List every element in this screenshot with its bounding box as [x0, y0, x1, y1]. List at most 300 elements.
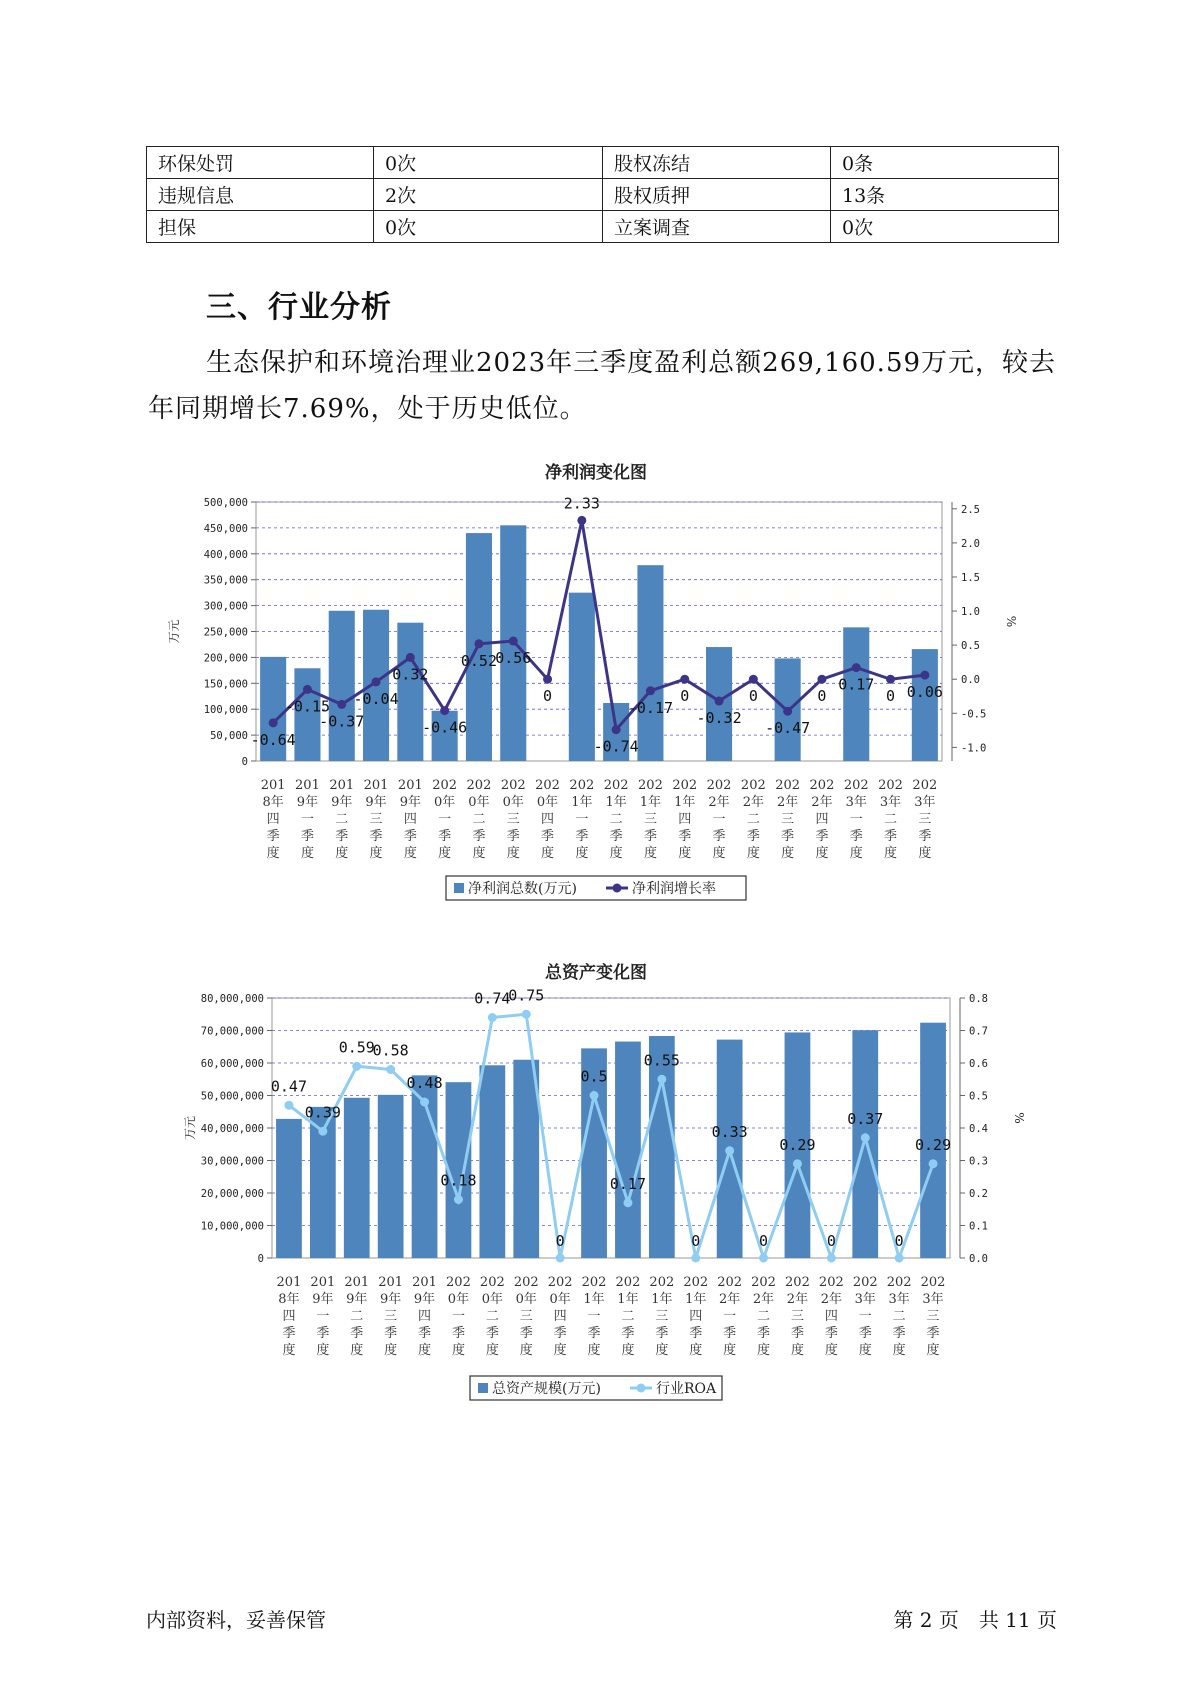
- risk-item-value: 13条: [831, 179, 1059, 211]
- line-point: [577, 516, 586, 525]
- category-label-line: 度: [485, 1343, 499, 1358]
- risk-item-label: 股权质押: [603, 179, 831, 211]
- left-tick-label: 500,000: [203, 497, 248, 509]
- category-label-line: 202: [672, 778, 698, 793]
- left-tick-label: 150,000: [203, 678, 248, 691]
- category-label-line: 202: [751, 1275, 776, 1290]
- category-label-line: 度: [781, 846, 795, 861]
- category-label-line: 0年: [502, 795, 524, 810]
- right-tick-label: 0.0: [961, 674, 980, 687]
- category-label-line: 度: [757, 1343, 771, 1358]
- bar: [329, 611, 355, 761]
- data-label: 2.33: [563, 494, 600, 513]
- data-label: 0.56: [495, 649, 532, 668]
- left-tick-label: 50,000: [210, 730, 248, 743]
- category-label-line: 202: [649, 1275, 675, 1290]
- category-label-line: 四: [418, 1309, 432, 1324]
- legend-swatch-point: [613, 884, 622, 893]
- category-label-line: 9年: [399, 795, 421, 810]
- category-label-line: 季: [884, 829, 898, 844]
- legend-swatch-bar: [454, 883, 464, 893]
- category-label-line: 季: [781, 829, 795, 844]
- data-label: 0.33: [711, 1122, 748, 1141]
- bar: [397, 623, 423, 761]
- line-point: [725, 1146, 734, 1155]
- data-label: 0.47: [270, 1077, 308, 1096]
- category-label: [467, 778, 492, 861]
- data-label: 0.29: [914, 1135, 952, 1154]
- legend-swatch-point: [637, 1384, 646, 1393]
- category-label-line: 季: [335, 829, 349, 844]
- category-label-line: 202: [683, 1275, 709, 1290]
- category-label-line: 季: [892, 1326, 906, 1341]
- data-label: 0.5: [580, 1067, 608, 1086]
- risk-item-value: 0次: [374, 211, 603, 243]
- right-tick-label: 0.5: [969, 1090, 988, 1103]
- category-label-line: 202: [818, 1275, 844, 1290]
- data-label: 0.32: [392, 665, 429, 684]
- data-label: -0.64: [250, 730, 296, 749]
- line-point: [386, 1065, 395, 1074]
- category-label-line: 度: [621, 1343, 635, 1358]
- line-point: [886, 675, 895, 684]
- category-label-line: 度: [541, 846, 555, 861]
- section-paragraph: 生态保护和环境治理业2023年三季度盈利总额269,160.59万元，较去年同期增长7.69%，处于历史低位。: [148, 348, 1057, 424]
- category-label-line: 季: [849, 829, 863, 844]
- category-label-line: 0年: [515, 1292, 537, 1307]
- category-label-line: 二: [621, 1309, 635, 1324]
- category-label-line: 度: [350, 1343, 364, 1358]
- category-label-line: 一: [451, 1309, 465, 1324]
- category-label: [683, 1275, 708, 1358]
- category-label-line: 9年: [380, 1292, 402, 1307]
- category-label-line: 201: [260, 778, 286, 793]
- line-point: [556, 1254, 565, 1263]
- category-label-line: 201: [310, 1275, 336, 1290]
- line-point: [269, 718, 278, 727]
- category-label-line: 季: [790, 1326, 804, 1341]
- category-label: [446, 1275, 471, 1358]
- line-point: [303, 685, 312, 694]
- data-label: 0.29: [779, 1135, 816, 1154]
- category-label: [853, 1275, 878, 1358]
- left-tick-label: 200,000: [203, 652, 248, 665]
- category-label-line: 季: [300, 829, 314, 844]
- category-label: [514, 1275, 539, 1358]
- category-label-line: 0年: [549, 1292, 571, 1307]
- category-label-line: 季: [926, 1326, 940, 1341]
- category-label-line: 201: [276, 1275, 302, 1290]
- data-label: -0.47: [765, 719, 811, 738]
- category-label-line: 度: [472, 846, 486, 861]
- category-label-line: 度: [403, 846, 417, 861]
- category-label-line: 度: [369, 846, 383, 861]
- data-label: -0.17: [627, 698, 674, 717]
- category-label: [921, 1275, 946, 1358]
- category-label-line: 一: [316, 1309, 330, 1324]
- category-label: [432, 778, 457, 861]
- line-point: [657, 1075, 666, 1084]
- category-label-line: 度: [884, 846, 898, 861]
- category-label: [649, 1275, 674, 1358]
- category-label: [912, 778, 937, 861]
- category-label-line: 季: [757, 1326, 771, 1341]
- bar: [479, 1065, 505, 1258]
- category-label-line: 3年: [914, 795, 936, 810]
- line-point: [680, 675, 689, 684]
- category-label-line: 3年: [879, 795, 902, 810]
- line-point: [543, 675, 552, 684]
- category-label-line: 季: [438, 829, 452, 844]
- category-label-line: 202: [706, 778, 732, 793]
- category-label: [672, 778, 697, 861]
- category-label-line: 2年: [752, 1292, 775, 1307]
- category-label: [878, 778, 903, 861]
- line-point: [318, 1127, 327, 1136]
- footer-confidential: 内部资料，妥善保管: [146, 1608, 326, 1632]
- category-label-line: 3年: [845, 795, 867, 810]
- category-label-line: 9年: [331, 795, 353, 810]
- line-point: [852, 663, 861, 672]
- line-point: [895, 1254, 904, 1263]
- category-label-line: 二: [609, 812, 623, 827]
- category-label-line: 四: [553, 1309, 567, 1324]
- category-label-line: 0年: [481, 1292, 503, 1307]
- line-point: [522, 1010, 531, 1019]
- line-point: [759, 1254, 768, 1263]
- category-label: [548, 1275, 573, 1358]
- category-label-line: 202: [432, 778, 458, 793]
- data-label: 0.37: [847, 1109, 884, 1128]
- risk-table-row: [147, 147, 1059, 179]
- category-label-line: 9年: [312, 1292, 334, 1307]
- left-tick-label: 450,000: [203, 522, 248, 535]
- category-label-line: 2年: [777, 795, 799, 810]
- category-label: [616, 1275, 641, 1358]
- category-label-line: 1年: [651, 1292, 673, 1307]
- category-label-line: 一: [849, 812, 863, 827]
- category-label-line: 202: [785, 1275, 810, 1290]
- line-point: [454, 1195, 463, 1204]
- category-label-line: 度: [438, 846, 452, 861]
- line-point: [646, 686, 655, 695]
- legend-swatch-bar: [478, 1383, 488, 1393]
- line-point: [590, 1091, 599, 1100]
- category-label-line: 度: [451, 1343, 465, 1358]
- chart-title: 总资产变化图: [545, 963, 647, 983]
- category-label-line: 季: [519, 1326, 533, 1341]
- category-label-line: 度: [689, 1343, 703, 1358]
- category-label-line: 三: [655, 1309, 669, 1324]
- risk-item-label: 担保: [147, 211, 374, 243]
- line-point: [827, 1254, 836, 1263]
- category-label: [344, 1275, 369, 1358]
- category-label-line: 一: [712, 812, 726, 827]
- category-label-line: 季: [316, 1326, 330, 1341]
- category-label: [535, 778, 560, 861]
- category-label-line: 一: [858, 1309, 872, 1324]
- risk-item-label: 违规信息: [147, 179, 374, 211]
- line-point: [793, 1159, 802, 1168]
- bar: [615, 1042, 641, 1258]
- line-point: [352, 1062, 361, 1071]
- category-label-line: 三: [643, 812, 657, 827]
- category-label-line: 1年: [571, 795, 593, 810]
- category-label-line: 二: [892, 1309, 906, 1324]
- right-tick-label: -0.5: [961, 708, 987, 721]
- category-label: [775, 778, 800, 861]
- line-point: [817, 675, 826, 684]
- data-label: 0: [826, 1232, 836, 1250]
- left-tick-label: 250,000: [203, 626, 248, 639]
- category-label-line: 季: [418, 1326, 432, 1341]
- right-tick-label: 0.8: [969, 993, 988, 1005]
- risk-table-row: [147, 211, 1059, 243]
- data-label: 0.55: [643, 1051, 680, 1070]
- category-label: [480, 1275, 505, 1358]
- risk-item-label: 立案调查: [603, 211, 831, 243]
- category-label-line: 四: [282, 1309, 296, 1324]
- line-point: [612, 725, 621, 734]
- category-label-line: 202: [740, 778, 766, 793]
- category-label-line: 度: [858, 1343, 872, 1358]
- category-label-line: 202: [886, 1275, 912, 1290]
- bar: [637, 565, 663, 761]
- category-label: [717, 1275, 742, 1358]
- category-label-line: 202: [446, 1275, 471, 1290]
- bar: [843, 627, 869, 761]
- category-label-line: 二: [884, 812, 898, 827]
- category-label-line: 202: [809, 778, 835, 793]
- category-label-line: 202: [912, 778, 938, 793]
- category-label-line: 度: [519, 1343, 533, 1358]
- line-point: [372, 677, 381, 686]
- category-label-line: 度: [266, 846, 280, 861]
- category-label-line: 季: [689, 1326, 703, 1341]
- category-label-line: 二: [472, 812, 486, 827]
- data-label: 0.18: [440, 1171, 477, 1190]
- category-label-line: 四: [815, 812, 829, 827]
- category-label: [887, 1275, 912, 1358]
- category-label-line: 季: [553, 1326, 567, 1341]
- category-label-line: 202: [852, 1275, 878, 1290]
- data-label: 0: [691, 1232, 701, 1250]
- category-label-line: 度: [575, 846, 589, 861]
- category-label-line: 3年: [888, 1292, 910, 1307]
- data-label: 0: [680, 687, 690, 706]
- category-label-line: 201: [397, 778, 423, 793]
- category-label-line: 2年: [742, 795, 764, 810]
- category-label-line: 度: [849, 846, 863, 861]
- category-label-line: 2年: [820, 1292, 842, 1307]
- category-label-line: 202: [513, 1275, 539, 1290]
- category-label-line: 202: [479, 1275, 505, 1290]
- category-label-line: 8年: [278, 1292, 300, 1307]
- category-label-line: 度: [609, 846, 623, 861]
- category-label-line: 度: [655, 1343, 669, 1358]
- category-label-line: 度: [712, 846, 726, 861]
- footer-page-number: 第 2 页 共 11 页: [893, 1608, 1057, 1632]
- left-tick-label: 10,000,000: [200, 1220, 264, 1233]
- category-label-line: 三: [369, 812, 383, 827]
- data-label: 0: [886, 687, 896, 706]
- right-tick-label: 0.4: [969, 1123, 988, 1135]
- category-label-line: 度: [553, 1343, 567, 1358]
- data-label: 0: [894, 1232, 904, 1250]
- category-label-line: 季: [485, 1326, 499, 1341]
- category-label-line: 季: [506, 829, 520, 844]
- line-point: [284, 1101, 293, 1110]
- risk-table-row: [147, 179, 1059, 211]
- left-tick-label: 40,000,000: [200, 1123, 264, 1135]
- risk-item-value: 0次: [374, 147, 603, 179]
- risk-item-label: 股权冻结: [603, 147, 831, 179]
- category-label: [412, 1275, 437, 1358]
- category-label-line: 度: [316, 1343, 330, 1358]
- category-label-line: 季: [858, 1326, 872, 1341]
- category-label-line: 度: [282, 1343, 296, 1358]
- risk-item-value: 0条: [831, 147, 1059, 179]
- category-label-line: 202: [843, 778, 869, 793]
- category-label-line: 3年: [854, 1292, 876, 1307]
- line-point: [440, 706, 449, 715]
- right-tick-label: 1.5: [961, 571, 980, 584]
- category-label-line: 季: [609, 829, 623, 844]
- right-tick-label: 0.0: [969, 1253, 988, 1265]
- category-label-line: 9年: [365, 795, 387, 810]
- category-label-line: 201: [363, 778, 389, 793]
- category-label-line: 四: [689, 1309, 703, 1324]
- category-label-line: 度: [643, 846, 657, 861]
- category-label-line: 201: [329, 778, 355, 793]
- category-label-line: 2年: [708, 795, 730, 810]
- category-label-line: 1年: [605, 795, 627, 810]
- bar: [912, 649, 938, 761]
- category-label-line: 度: [926, 1343, 940, 1358]
- left-tick-label: 400,000: [203, 548, 248, 561]
- net-profit-chart-svg: [0, 452, 1191, 912]
- category-label-line: 季: [918, 829, 932, 844]
- data-label: 0.52: [460, 651, 498, 670]
- category-label-line: 三: [781, 812, 795, 827]
- category-label-line: 季: [587, 1326, 601, 1341]
- legend-label: 净利润总数(万元): [468, 881, 577, 897]
- category-label: [295, 778, 320, 861]
- category-label: [819, 1275, 844, 1358]
- right-tick-label: 0.1: [969, 1220, 988, 1233]
- category-label-line: 1年: [685, 1292, 707, 1307]
- net-profit-chart: [0, 452, 1191, 912]
- risk-item-value: 0次: [831, 211, 1059, 243]
- category-label: [638, 778, 663, 861]
- right-tick-label: 0.7: [969, 1025, 988, 1038]
- line-point: [929, 1159, 938, 1168]
- category-label-line: 度: [790, 1343, 804, 1358]
- category-label-line: 202: [920, 1275, 946, 1290]
- data-label: 0.17: [838, 675, 875, 694]
- line-point: [783, 707, 792, 716]
- category-label-line: 四: [824, 1309, 838, 1324]
- right-tick-label: 2.5: [961, 503, 980, 516]
- bar: [276, 1119, 302, 1258]
- category-label-line: 202: [878, 778, 903, 793]
- category-label-line: 2年: [719, 1292, 741, 1307]
- category-label: [569, 778, 594, 861]
- category-label-line: 季: [369, 829, 383, 844]
- left-tick-label: 50,000,000: [200, 1090, 264, 1103]
- category-label: [810, 778, 835, 861]
- left-axis-label: 万元: [167, 619, 181, 644]
- category-label-line: 度: [418, 1343, 432, 1358]
- right-tick-label: 0.2: [969, 1188, 988, 1200]
- category-label-line: 202: [547, 1275, 573, 1290]
- category-label-line: 9年: [413, 1292, 436, 1307]
- category-label-line: 1年: [674, 795, 696, 810]
- category-label-line: 二: [485, 1309, 499, 1324]
- category-label: [329, 778, 354, 861]
- category-label-line: 度: [587, 1343, 601, 1358]
- right-tick-label: 2.0: [961, 537, 980, 550]
- category-label-line: 202: [615, 1275, 641, 1290]
- left-axis-label: 万元: [183, 1115, 197, 1141]
- category-label: [398, 778, 423, 861]
- category-label-line: 1年: [617, 1292, 639, 1307]
- left-tick-label: 60,000,000: [200, 1058, 264, 1070]
- category-label-line: 度: [384, 1343, 398, 1358]
- line-point: [920, 671, 929, 680]
- category-label: [277, 1275, 302, 1358]
- legend-label: 净利润增长率: [632, 881, 716, 897]
- category-label-line: 季: [824, 1326, 838, 1341]
- data-label: -0.15: [284, 697, 331, 716]
- right-tick-label: 1.0: [961, 606, 980, 619]
- category-label: [378, 1275, 403, 1358]
- data-label: -0.74: [593, 737, 639, 756]
- category-label-line: 度: [918, 846, 932, 861]
- category-label-line: 季: [678, 829, 692, 844]
- category-label-line: 一: [575, 812, 589, 827]
- category-label: [785, 1275, 810, 1358]
- bar: [378, 1095, 404, 1258]
- right-tick-label: -1.0: [961, 742, 987, 755]
- category-label-line: 一: [300, 812, 314, 827]
- data-label: 0.39: [304, 1103, 341, 1122]
- category-label-line: 二: [335, 812, 349, 827]
- category-label-line: 0年: [434, 795, 456, 810]
- category-label-line: 季: [403, 829, 417, 844]
- right-tick-label: 0.3: [969, 1155, 988, 1168]
- category-label-line: 201: [344, 1275, 370, 1290]
- category-label-line: 三: [519, 1309, 533, 1324]
- left-tick-label: 80,000,000: [200, 993, 264, 1005]
- category-label-line: 季: [815, 829, 829, 844]
- line-point: [749, 675, 758, 684]
- category-label-line: 度: [723, 1343, 737, 1358]
- category-label-line: 201: [378, 1275, 404, 1290]
- category-label: [751, 1275, 776, 1358]
- risk-summary-table: [146, 146, 1059, 243]
- category-label-line: 度: [892, 1343, 906, 1358]
- category-label-line: 202: [500, 778, 526, 793]
- line-point: [861, 1133, 870, 1142]
- data-label: -0.37: [319, 712, 365, 731]
- data-label: -0.46: [422, 718, 468, 737]
- data-label: 0.48: [406, 1074, 443, 1092]
- line-point: [509, 637, 518, 646]
- bar: [649, 1036, 675, 1258]
- total-assets-chart: [0, 952, 1191, 1412]
- category-label-line: 季: [384, 1326, 398, 1341]
